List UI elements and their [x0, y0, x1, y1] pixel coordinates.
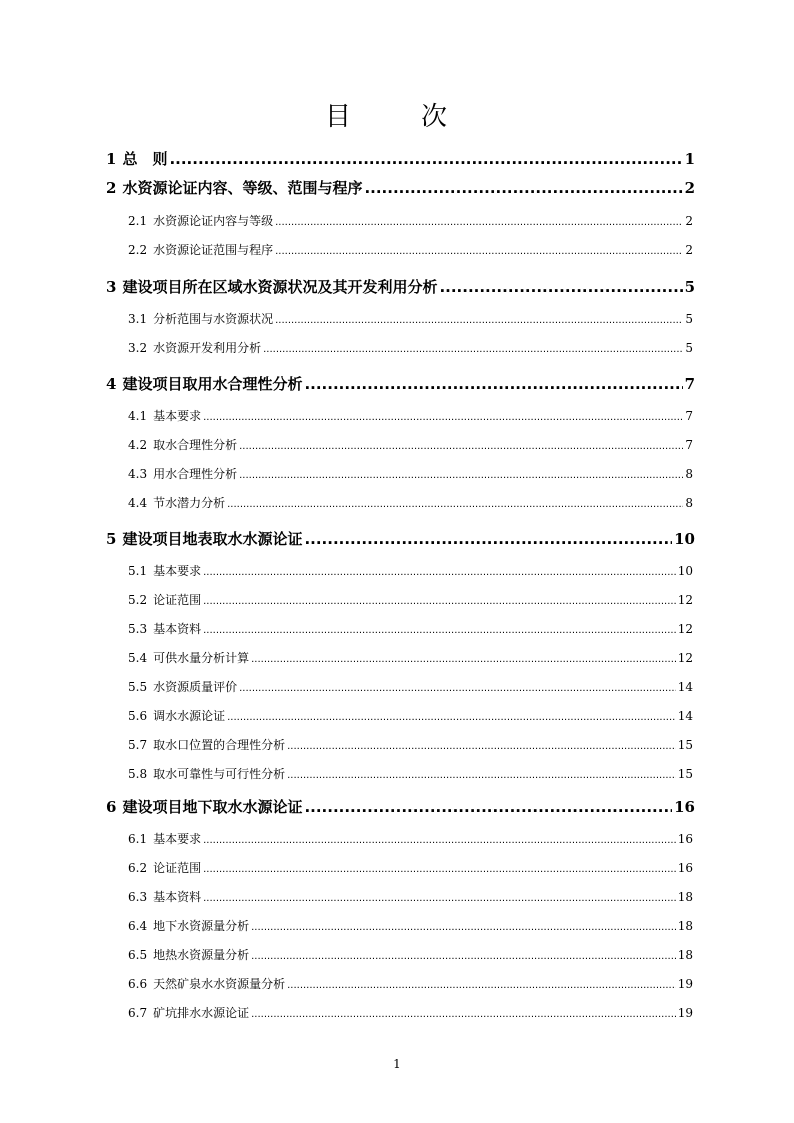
toc-entry-page: 1	[684, 150, 695, 168]
toc-entry-title: 水资源质量评价	[153, 680, 238, 694]
toc-entry-page: 19	[677, 1006, 693, 1020]
toc-dot-leader	[203, 861, 676, 875]
toc-dot-leader	[227, 709, 676, 723]
toc-dot-leader	[275, 312, 683, 326]
toc-chapter-entry[interactable]	[106, 276, 695, 297]
toc-chapter-entry[interactable]	[106, 148, 695, 169]
toc-entry-title: 基本资料	[153, 622, 202, 636]
toc-entry-number: 6	[106, 798, 117, 816]
toc-dot-leader	[203, 593, 676, 607]
toc-entry-title: 建设项目地下取水水源论证	[122, 798, 303, 816]
toc-section-entry[interactable]	[128, 975, 693, 992]
toc-entry-title: 取水合理性分析	[153, 438, 238, 452]
toc-entry-number: 6.1	[128, 832, 148, 846]
toc-dot-leader	[251, 1006, 676, 1020]
toc-dot-leader	[251, 919, 676, 933]
toc-entry-number: 5	[106, 530, 117, 548]
toc-entry-number: 1	[106, 150, 117, 168]
toc-entry-page: 12	[677, 651, 693, 665]
toc-entry-page: 7	[684, 375, 695, 393]
toc-entry-title: 基本要求	[153, 564, 202, 578]
toc-section-entry[interactable]	[128, 859, 693, 876]
page-number: 1	[393, 1057, 401, 1071]
toc-entry-page: 7	[685, 438, 693, 452]
toc-dot-leader	[287, 767, 676, 781]
toc-entry-title: 基本要求	[153, 832, 202, 846]
toc-entry-number: 5.2	[128, 593, 148, 607]
toc-section-entry[interactable]	[128, 241, 693, 258]
toc-section-entry[interactable]	[128, 620, 693, 637]
toc-dot-leader	[304, 798, 672, 816]
toc-dot-leader	[203, 890, 676, 904]
toc-entry-title: 水资源开发利用分析	[153, 341, 262, 355]
toc-section-entry[interactable]	[128, 1004, 693, 1021]
toc-section-entry[interactable]	[128, 736, 693, 753]
toc-section-entry[interactable]	[128, 591, 693, 608]
toc-section-entry[interactable]	[128, 494, 693, 511]
toc-chapter-entry[interactable]	[106, 528, 695, 549]
toc-dot-leader	[239, 680, 676, 694]
toc-entry-title: 可供水量分析计算	[153, 651, 250, 665]
toc-dot-leader	[275, 243, 683, 257]
toc-entry-title: 总 则	[122, 150, 168, 168]
toc-dot-leader	[439, 278, 682, 296]
toc-entry-page: 18	[677, 948, 693, 962]
toc-section-entry[interactable]	[128, 649, 693, 666]
toc-entry-number: 6.4	[128, 919, 148, 933]
toc-entry-number: 3.2	[128, 341, 148, 355]
toc-entry-page: 5	[684, 278, 695, 296]
toc-entry-number: 6.5	[128, 948, 148, 962]
toc-dot-leader	[251, 948, 676, 962]
toc-entry-page: 5	[685, 341, 693, 355]
toc-section-entry[interactable]	[128, 765, 693, 782]
toc-entry-title: 建设项目地表取水水源论证	[122, 530, 303, 548]
toc-section-entry[interactable]	[128, 917, 693, 934]
toc-entry-page: 10	[677, 564, 693, 578]
toc-entry-page: 14	[677, 709, 693, 723]
toc-dot-leader	[287, 977, 676, 991]
page-title: 目 次	[324, 102, 469, 132]
toc-entry-number: 5.4	[128, 651, 148, 665]
toc-entry-page: 18	[677, 919, 693, 933]
toc-dot-leader	[304, 530, 672, 548]
toc-entry-title: 论证范围	[153, 593, 202, 607]
toc-entry-title: 矿坑排水水源论证	[153, 1006, 250, 1020]
toc-entry-page: 16	[674, 798, 695, 816]
toc-entry-number: 5.1	[128, 564, 148, 578]
toc-section-entry[interactable]	[128, 888, 693, 905]
toc-dot-leader	[169, 150, 682, 168]
toc-entry-page: 7	[685, 409, 693, 423]
toc-section-entry[interactable]	[128, 212, 693, 229]
toc-entry-number: 4.1	[128, 409, 148, 423]
toc-entry-number: 5.8	[128, 767, 148, 781]
toc-entry-page: 15	[677, 767, 693, 781]
toc-entry-title: 基本要求	[153, 409, 202, 423]
toc-entry-title: 分析范围与水资源状况	[153, 312, 274, 326]
toc-entry-page: 2	[684, 179, 695, 197]
toc-dot-leader	[263, 341, 683, 355]
toc-dot-leader	[287, 738, 676, 752]
toc-section-entry[interactable]	[128, 562, 693, 579]
toc-entry-title: 水资源论证范围与程序	[153, 243, 274, 257]
toc-entry-number: 5.3	[128, 622, 148, 636]
toc-entry-page: 8	[685, 467, 693, 481]
toc-entry-number: 4.4	[128, 496, 148, 510]
toc-section-entry[interactable]	[128, 830, 693, 847]
toc-entry-number: 3	[106, 278, 117, 296]
toc-entry-page: 8	[685, 496, 693, 510]
toc-dot-leader	[203, 622, 676, 636]
toc-chapter-entry[interactable]	[106, 796, 695, 817]
toc-entry-number: 2.2	[128, 243, 148, 257]
toc-entry-number: 4.3	[128, 467, 148, 481]
toc-entry-page: 12	[677, 622, 693, 636]
toc-section-entry[interactable]	[128, 407, 693, 424]
toc-entry-number: 2	[106, 179, 117, 197]
toc-entry-title: 天然矿泉水水资源量分析	[153, 977, 286, 991]
toc-entry-page: 2	[685, 243, 693, 257]
toc-entry-page: 19	[677, 977, 693, 991]
toc-section-entry[interactable]	[128, 436, 693, 453]
toc-entry-title: 水资源论证内容与等级	[153, 214, 274, 228]
toc-entry-title: 节水潜力分析	[153, 496, 226, 510]
toc-entry-title: 基本资料	[153, 890, 202, 904]
toc-entry-number: 5.6	[128, 709, 148, 723]
toc-chapter-entry[interactable]	[106, 177, 695, 198]
toc-section-entry[interactable]	[128, 678, 693, 695]
toc-dot-leader	[251, 651, 676, 665]
toc-chapter-entry[interactable]	[106, 373, 695, 394]
toc-entry-title: 建设项目所在区域水资源状况及其开发利用分析	[122, 278, 438, 296]
toc-entry-number: 4	[106, 375, 117, 393]
toc-entry-page: 16	[677, 832, 693, 846]
toc-dot-leader	[275, 214, 683, 228]
toc-entry-page: 5	[685, 312, 693, 326]
toc-entry-title: 取水口位置的合理性分析	[153, 738, 286, 752]
toc-section-entry[interactable]	[128, 339, 693, 356]
toc-entry-title: 地下水资源量分析	[153, 919, 250, 933]
toc-entry-number: 6.7	[128, 1006, 148, 1020]
toc-dot-leader	[239, 438, 683, 452]
toc-dot-leader	[203, 564, 676, 578]
toc-dot-leader	[203, 409, 683, 423]
toc-entry-number: 3.1	[128, 312, 148, 326]
toc-entry-number: 6.6	[128, 977, 148, 991]
toc-entry-number: 5.5	[128, 680, 148, 694]
toc-dot-leader	[239, 467, 683, 481]
toc-entry-page: 16	[677, 861, 693, 875]
toc-entry-page: 18	[677, 890, 693, 904]
toc-entry-title: 取水可靠性与可行性分析	[153, 767, 286, 781]
toc-dot-leader	[203, 832, 676, 846]
toc-entry-number: 6.2	[128, 861, 148, 875]
toc-entry-number: 4.2	[128, 438, 148, 452]
toc-dot-leader	[304, 375, 682, 393]
toc-entry-number: 5.7	[128, 738, 148, 752]
toc-entry-title: 用水合理性分析	[153, 467, 238, 481]
toc-dot-leader	[364, 179, 682, 197]
toc-entry-number: 2.1	[128, 214, 148, 228]
toc-entry-title: 建设项目取用水合理性分析	[122, 375, 303, 393]
toc-entry-title: 调水水源论证	[153, 709, 226, 723]
toc-entry-title: 地热水资源量分析	[153, 948, 250, 962]
toc-entry-page: 15	[677, 738, 693, 752]
toc-section-entry[interactable]	[128, 946, 693, 963]
toc-section-entry[interactable]	[128, 465, 693, 482]
toc-section-entry[interactable]	[128, 707, 693, 724]
toc-entry-page: 2	[685, 214, 693, 228]
toc-dot-leader	[227, 496, 683, 510]
toc-entry-page: 12	[677, 593, 693, 607]
toc-section-entry[interactable]	[128, 310, 693, 327]
toc-entry-page: 10	[674, 530, 695, 548]
toc-entry-number: 6.3	[128, 890, 148, 904]
toc-entry-title: 论证范围	[153, 861, 202, 875]
toc-entry-title: 水资源论证内容、等级、范围与程序	[122, 179, 363, 197]
toc-entry-page: 14	[677, 680, 693, 694]
